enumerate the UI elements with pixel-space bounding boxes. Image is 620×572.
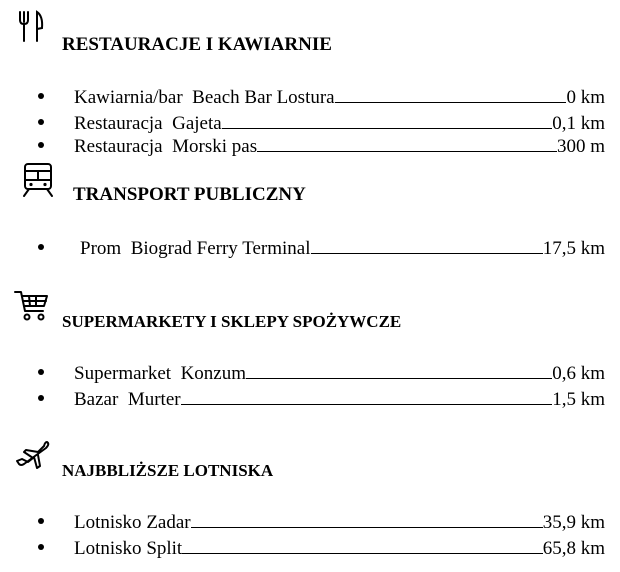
- item-category: Lotnisko: [74, 512, 142, 533]
- item-name: Biograd Ferry Terminal: [130, 238, 311, 259]
- section-title-transport: TRANSPORT PUBLICZNY: [73, 184, 306, 205]
- leader-line: [182, 535, 543, 554]
- list-item: [38, 110, 605, 132]
- section-title-airports: NAJBBLIŻSZE LOTNISKA: [62, 461, 274, 480]
- item-distance: 300 m: [556, 136, 605, 157]
- airplane-icon: [14, 438, 52, 472]
- section-title-supermarkets: SUPERMARKETY I SKLEPY SPOŻYWCZE: [62, 312, 402, 331]
- list-item: [38, 535, 605, 557]
- bullet: [38, 244, 44, 250]
- leader-line: [191, 509, 543, 528]
- leader-line: [257, 133, 557, 152]
- item-name: Murter: [127, 389, 181, 410]
- item-distance: 0,6 km: [552, 363, 605, 384]
- bullet: [38, 518, 44, 524]
- bullet: [38, 142, 44, 148]
- shopping-cart-icon: [14, 289, 50, 323]
- item-category: Restauracja: [74, 113, 163, 134]
- leader-line: [246, 360, 552, 379]
- item-category: Supermarket: [74, 363, 172, 384]
- item-distance: 35,9 km: [542, 512, 605, 533]
- leader-line: [222, 110, 553, 129]
- item-category: Prom: [80, 238, 122, 259]
- item-name: Split: [146, 538, 183, 559]
- item-name: Zadar: [146, 512, 191, 533]
- bullet: [38, 119, 44, 125]
- list-item: [38, 386, 605, 408]
- leader-line: [181, 386, 553, 405]
- item-category: Lotnisko: [74, 538, 142, 559]
- leader-line: [311, 235, 543, 254]
- item-category: Bazar: [74, 389, 119, 410]
- list-item: [38, 509, 605, 531]
- list-item: [38, 235, 605, 257]
- section-title-restaurants: RESTAURACJE I KAWIARNIE: [62, 34, 332, 55]
- bullet: [38, 93, 44, 99]
- item-distance: 65,8 km: [542, 538, 605, 559]
- item-category: Restauracja: [74, 136, 163, 157]
- item-name: Konzum: [180, 363, 247, 384]
- bullet: [38, 369, 44, 375]
- item-name: Gajeta: [172, 113, 222, 134]
- item-name: Morski pas: [172, 136, 258, 157]
- list-item: [38, 84, 605, 106]
- train-icon: [21, 162, 55, 198]
- fork-knife-icon: [17, 10, 45, 44]
- item-name: Beach Bar Lostura: [192, 87, 335, 108]
- bullet: [38, 395, 44, 401]
- item-distance: 0,1 km: [552, 113, 605, 134]
- item-distance: 17,5 km: [542, 238, 605, 259]
- item-category: Kawiarnia/bar: [74, 87, 183, 108]
- item-distance: 1,5 km: [552, 389, 605, 410]
- leader-line: [335, 84, 567, 103]
- bullet: [38, 544, 44, 550]
- item-distance: 0 km: [566, 87, 605, 108]
- list-item: [38, 133, 605, 155]
- list-item: [38, 360, 605, 382]
